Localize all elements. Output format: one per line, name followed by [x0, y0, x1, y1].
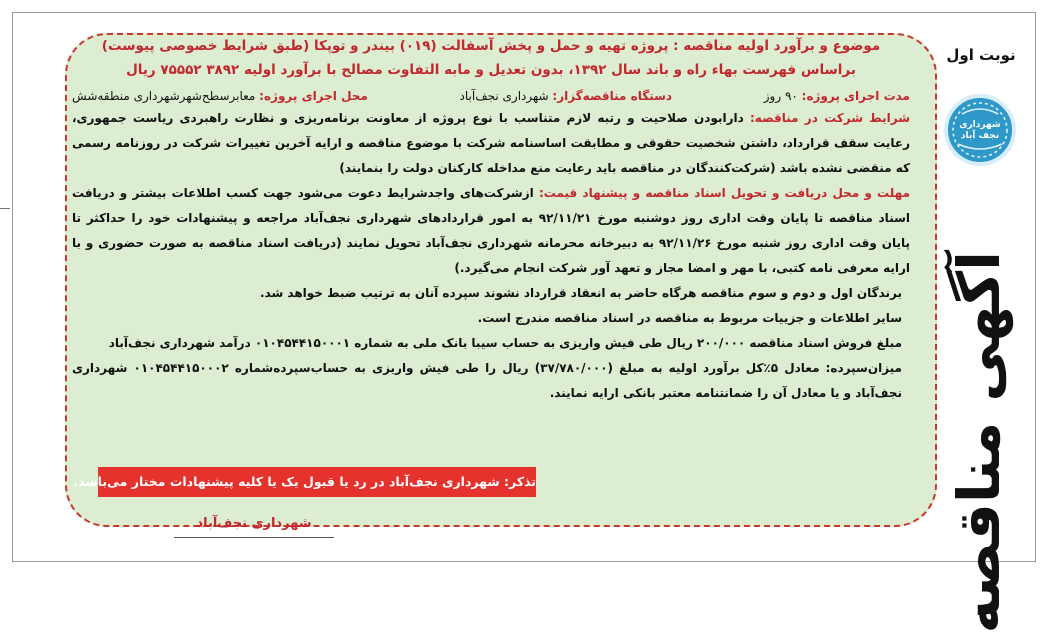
tender-headline: آگهی مناقصه [945, 251, 1013, 633]
subject-line-2: براساس فهرست بهاء راه و باند سال ۱۳۹۲، بدون تعدیل و مابه التفاوت مصالح با برآورد اولیه ۳۸۹۲ ۷۵۵۵۲ ریال [126, 62, 856, 78]
details-line: سایر اطلاعات و جزییات مربوط به مناقصه در اسناد مناقصه مندرج است. [477, 311, 902, 325]
tender-body [72, 34, 910, 406]
duration-value: ۹۰ روز [763, 89, 798, 103]
edge-marker [0, 208, 10, 209]
round-label: نوبت اول [946, 46, 1016, 64]
location-field [72, 86, 368, 106]
deadline-text: ازشرکت‌های واجدشرایط دعوت می‌شود جهت کسب اطلاعات بیشتر و دریافت اسناد مناقصه تا پایان وقت اداری روز دوشنبه مورخ ۹۲/۱۱/۲۱ به امور قراردادهای شهرداری نجف‌آباد مراجعه و پیشنهادات خود را حداکثر تا پایان وقت اداری روز شنبه مورخ ۹۲/۱۱/۲۶ به دبیرخانه محرمانه شهرداری نجف‌آباد تحویل نمایند (دریافت اسناد مناقصه به صورت حضوری و با ارایه معرفی نامه کتبی، با مهر و امضا مجاز و تعهد آور شرکت انجام می‌گیرد.) [72, 186, 911, 275]
logo-text: شهرداری نجف آباد [959, 120, 1001, 141]
deadline-label: مهلت و محل دریافت و تحویل اسناد مناقصه و پیشنهاد قیمت: [538, 186, 910, 200]
duration-label: مدت اجرای پروژه: [801, 89, 910, 103]
conditions-paragraph [72, 106, 910, 181]
deposit-line: میزان‌سپرده: معادل ۵٪کل برآورد اولیه به مبلغ (۳۷/۷۸۰/۰۰۰) ریال را طی فیش واریزی به حساب‌سپرده‌شماره ۰۱۰۴۵۴۴۱۵۰۰۰۲ شهرداری نجف‌آباد و یا معادل آن را ضمانتنامه معتبر بانکی ارایه نمایند. [72, 361, 902, 400]
signature-underline [174, 537, 334, 538]
conditions-label: شرایط شرکت در مناقصه: [750, 111, 910, 125]
conditions-text: دارابودن صلاحیت و رتبه لازم متناسب با نوع پروژه از معاونت برنامه‌ریزی و نظارت راهبردی ریاست جمهوری، رعایت سقف قرارداد، داشتن شخصیت حقوقی و مطابقت اساسنامه شرکت با موضوع مناقصه و ارایه آخرین تغییرات شرکت در روزنامه رسمی که منقضی نشده باشد (شرکت‌کنندگان در مناقصه باید رعایت منع مداخله کارکنان دولت را بنمایند) [72, 111, 910, 175]
project-meta [72, 86, 910, 106]
municipality-logo-icon [944, 94, 1016, 166]
organizer-label: دستگاه مناقصه‌گزار: [552, 89, 673, 103]
location-value: معابرسطح‌شهر‌شهرداری منطقه‌شش [72, 89, 256, 103]
organizer-value: شهرداری نجف‌آباد [459, 89, 549, 103]
organizer-field [460, 86, 673, 106]
sidebar [932, 20, 1030, 633]
signature: شهرداری نجف‌آباد [196, 516, 312, 531]
location-label: محل اجرای پروژه: [259, 89, 368, 103]
subject-line-1: موضوع و برآورد اولیه مناقصه : پروژه تهیه و حمل و پخش آسفالت (۰۱۹) بیندر و توپکا (طبق شرایط خصوصی پیوست) [101, 38, 881, 54]
forfeit-line: برندگان اول و دوم و سوم مناقصه هرگاه حاضر به انعقاد قرارداد نشوند سپرده آنان به ترتیب ضبط خواهد شد. [259, 286, 902, 300]
document-fee-line: مبلغ فروش اسناد مناقصه ۲۰۰/۰۰۰ ریال طی فیش واریزی به حساب سیبا بانک ملی به شماره ۰۱۰۴۵۴۴۱۵۰۰۰۱ درآمد شهرداری نجف‌آباد [108, 336, 902, 350]
deadline-paragraph [72, 181, 910, 281]
notice-banner: تذکر: شهرداری نجف‌آباد در رد یا قبول یک یا کلیه پیشنهادات مختار می‌باشد. [98, 467, 536, 497]
duration-field [764, 86, 910, 106]
